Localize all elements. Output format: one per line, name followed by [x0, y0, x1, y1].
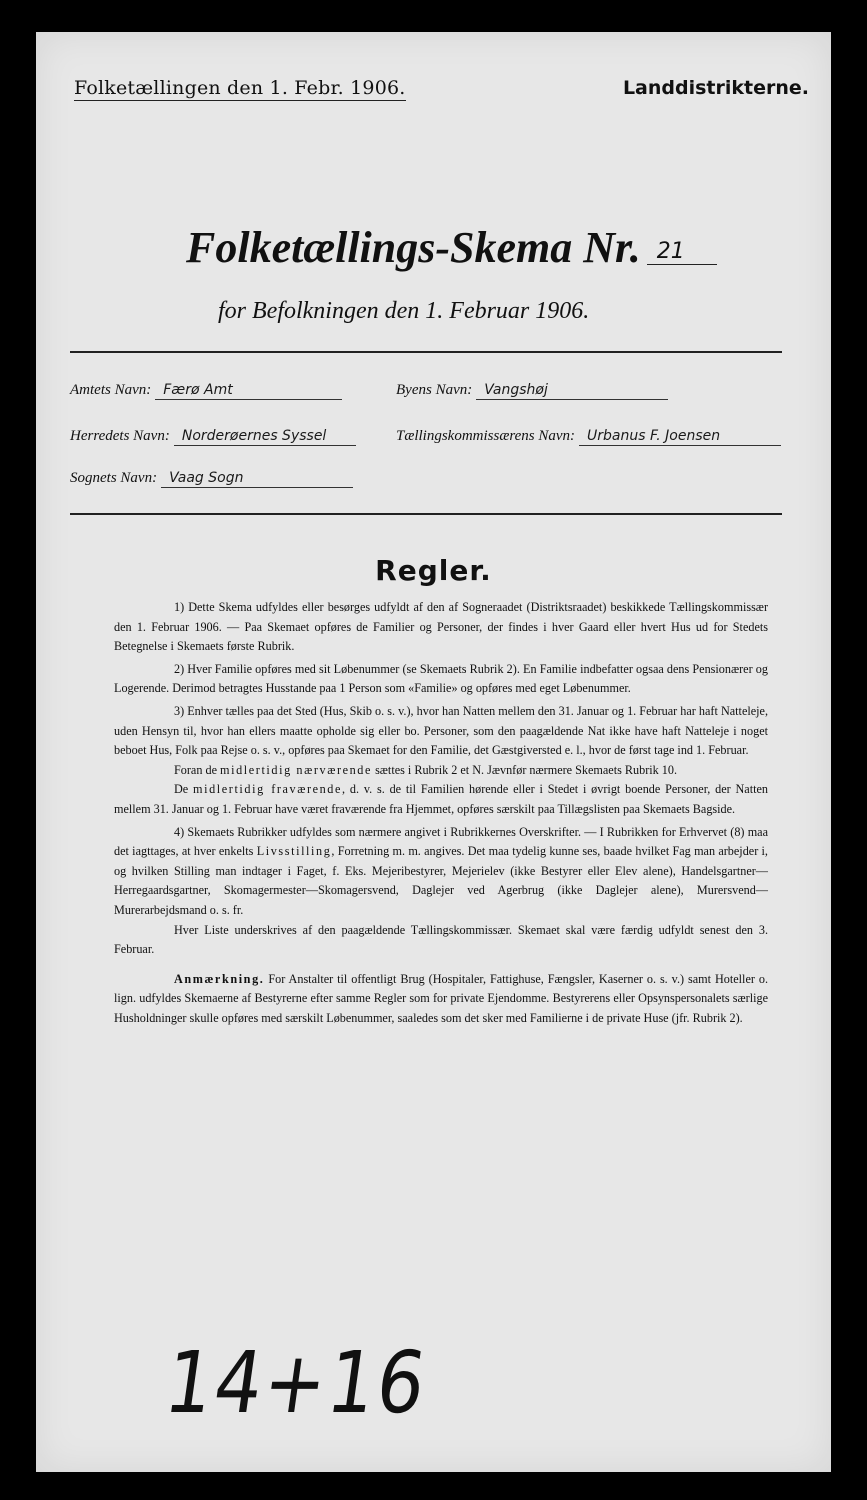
- rule-4b: Hver Liste underskrives af den paagældende Tællingskommissær. Skemaet skal være færdig udfyldt senest den 3. Februar.: [114, 922, 768, 957]
- field-amt-value: Færø Amt: [155, 382, 342, 400]
- field-sogn: [70, 470, 353, 488]
- rule-3: 3) Enhver tælles paa det Sted (Hus, Skib o. s. v.), hvor han Natten mellem den 31. Januar og 1. Februar har haft Natteleje, uden Hensyn til, hvor han ellers maatte opholde sig eller bo. Personer, som den paagældende Nat ikke have haft Natteleje i noget beboet Hus, Folk paa Rejse o. s. v., opføres paa Skemaet for den Familie, det Gæstgiversted e. l., hvor de først tage ind 1. Februar.: [114, 703, 768, 758]
- form-number-handwritten: 21: [647, 239, 717, 265]
- header-census-date: Folketællingen den 1. Febr. 1906.: [74, 77, 406, 99]
- field-herred: [70, 428, 356, 446]
- handwritten-count: 14+16: [159, 1333, 434, 1433]
- rule-3c: De midlertidig fraværende, d. v. s. de til Familien hørende eller i Stedet i øvrigt boende Personer, der Natten mellem 31. Januar og 1. Februar have været fraværende fra Hjemmet, opføres særskilt paa Tillægslisten paa Skemaets Bagside.: [114, 782, 768, 816]
- rule-1: 1) Dette Skema udfyldes eller besørges udfyldt af den af Sogneraadet (Distriktsraadet) beskikkede Tællingskommissær den 1. Februar 1906. — Paa Skemaet opføres de Familier og Personer, der findes i hver Gaard eller hvert Hus ud for Stedets Betegnelse i Skemaets første Rubrik.: [114, 600, 768, 654]
- field-kommissaer: [396, 428, 781, 446]
- top-divider: [70, 351, 782, 353]
- rules-heading: Regler.: [375, 554, 492, 587]
- field-kommissaer-label: Tællingskommissærens Navn:: [396, 428, 576, 444]
- rule-4: 4) Skemaets Rubrikker udfyldes som nærmere angivet i Rubrikkernes Overskrifter. — I Rubrikken for Erhvervet (8) maa det iagttages, at hver enkelts Livsstilling, Forretning m. m. angives. Det maa tydelig kunne ses, baade hvilket Fag man arbejder i, og hvilken Stilling man indtager i Faget, f. Eks. Mejeribestyrer, Mejerielev (ikke Bestyrer eller Elev alene), Handelsgartner—Herregaardsgartner, Skomagermester—Skomagersvend, Daglejer ved Agerbrug (ikke Daglejer alene), Murersvend—Murerarbejdsmand o. s. fr.: [114, 824, 768, 917]
- field-herred-label: Herredets Navn:: [70, 428, 170, 444]
- field-kommissaer-value: Urbanus F. Joensen: [579, 428, 781, 446]
- form-title-text: Folketællings-Skema Nr.: [186, 223, 641, 272]
- rule-3b: Foran de midlertidig nærværende sættes i Rubrik 2 et N. Jævnfør nærmere Skemaets Rubrik 10.: [174, 762, 678, 777]
- rule-2: 2) Hver Familie opføres med sit Løbenummer (se Skemaets Rubrik 2). En Familie indbefatter ogsaa dens Pensionærer og Logerende. Derimod betragtes Husstande paa 1 Person som «Familie» og opføres med eget Løbenummer.: [114, 661, 768, 696]
- field-herred-value: Norderøernes Syssel: [174, 428, 356, 446]
- annotation-text: For Anstalter til offentligt Brug (Hospitaler, Fattighuse, Fængsler, Kaserner o. s. v.) samt Hoteller o. lign. udfyldes Skemaerne af Bestyrerne efter samme Regler som for private Ejendomme. Bestyrerens eller Opsynspersonalets særlige Husholdninger skulle opføres med særskilt Løbenummer, saaledes som det sker med Familierne i de private Huse (jfr. Rubrik 2).: [114, 971, 768, 1025]
- field-by: [396, 382, 668, 400]
- rules-text: [114, 598, 768, 1031]
- field-amt-label: Amtets Navn:: [70, 382, 152, 398]
- annotation: [114, 970, 768, 1029]
- header-district-type: Landdistrikterne.: [622, 77, 809, 99]
- field-sogn-value: Vaag Sogn: [161, 470, 353, 488]
- field-amt: [70, 382, 342, 400]
- field-by-label: Byens Navn:: [396, 382, 473, 398]
- field-by-value: Vangshøj: [476, 382, 668, 400]
- bottom-divider: [70, 513, 782, 515]
- field-sogn-label: Sognets Navn:: [70, 470, 158, 486]
- census-form-page: [36, 32, 831, 1472]
- form-title: [186, 222, 717, 273]
- form-subtitle: for Befolkningen den 1. Februar 1906.: [218, 298, 590, 324]
- annotation-label: Anmærkning.: [174, 971, 265, 986]
